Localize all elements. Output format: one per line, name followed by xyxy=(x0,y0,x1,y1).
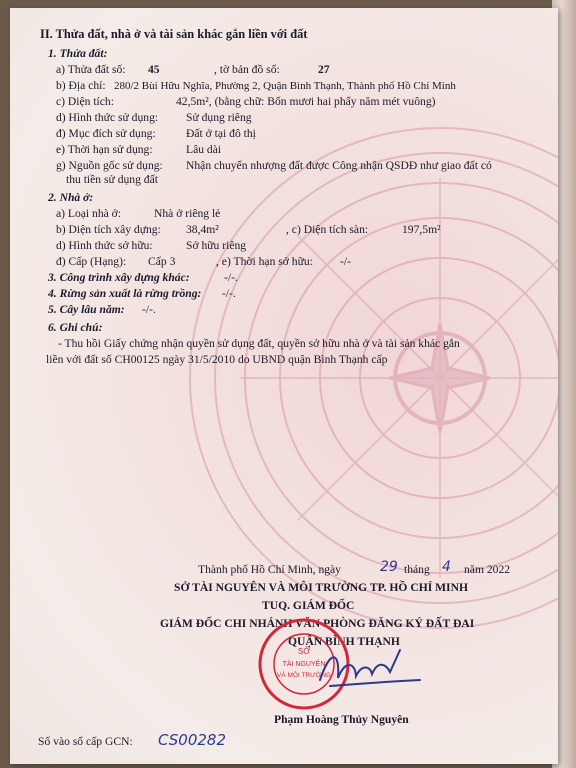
term-label: e) Thời hạn sử dụng: xyxy=(56,143,153,156)
house-heading: 2. Nhà ở: xyxy=(48,191,94,204)
handwritten-signature xyxy=(310,640,430,700)
date-year: năm 2022 xyxy=(464,563,511,576)
section-title: II. Thửa đất, nhà ở và tài sản khác gắn liền với đất xyxy=(40,27,308,41)
area-value: 42,5m², (bằng chữ: Bốn mươi hai phẩy năm mét vuông) xyxy=(176,95,436,108)
seal-text-1: SỞ xyxy=(297,647,311,656)
origin-value-line2: thu tiền sử dụng đất xyxy=(66,173,158,186)
floor-area-value: 197,5m² xyxy=(402,223,441,236)
signer-title-line2: QUẬN BÌNH THẠNH xyxy=(288,635,400,648)
notes-line1: - Thu hồi Giấy chứng nhận quyền sử dụng đất, quyền sở hữu nhà ở và tài sản khác gắn xyxy=(58,337,460,350)
use-form-label: d) Hình thức sử dụng: xyxy=(56,111,159,124)
own-form-label: d) Hình thức sở hữu: xyxy=(56,239,153,252)
registry-number: CS00282 xyxy=(158,731,226,749)
address-value: 280/2 Bùi Hữu Nghĩa, Phường 2, Quận Bình Thạnh, Thành phố Hồ Chí Minh xyxy=(114,80,456,92)
grade-label: đ) Cấp (Hạng): xyxy=(56,255,127,268)
build-area-label: b) Diện tích xây dựng: xyxy=(56,223,161,236)
own-term-value: -/- xyxy=(340,255,351,268)
forest-label: 4. Rừng sản xuất là rừng trồng: xyxy=(48,287,202,300)
origin-value-line1: Nhận chuyển nhượng đất được Công nhận QSDĐ như giao đất có xyxy=(186,159,492,172)
land-heading: 1. Thửa đất: xyxy=(48,47,108,60)
seal-text-3: VÀ MÔI TRƯỜNG xyxy=(277,672,331,679)
date-day: 29 xyxy=(380,559,398,575)
map-sheet-number: 27 xyxy=(318,63,330,76)
signer-name: Phạm Hoàng Thủy Nguyên xyxy=(274,713,409,726)
other-works-value: -/-. xyxy=(224,271,238,284)
build-area-value: 38,4m² xyxy=(186,223,219,236)
floor-area-label: , c) Diện tích sàn: xyxy=(286,223,369,236)
house-type-label: a) Loại nhà ở: xyxy=(56,207,122,220)
parcel-label: a) Thửa đất số: xyxy=(56,63,126,76)
date-month: 4 xyxy=(442,559,451,575)
notes-heading: 6. Ghi chú: xyxy=(48,321,103,334)
grade-value: Cấp 3 xyxy=(148,255,176,268)
term-value: Lâu dài xyxy=(186,143,222,156)
drum-emblem-watermark xyxy=(180,118,558,638)
notes-line2: liền với đất số CH00125 ngày 31/5/2010 do UBND quận Bình Thạnh cấp xyxy=(46,353,388,366)
authorization-line: TUQ. GIÁM ĐỐC xyxy=(262,599,355,612)
purpose-value: Đất ở tại đô thị xyxy=(186,127,256,140)
purpose-label: đ) Mục đích sử dụng: xyxy=(56,127,156,140)
use-form-value: Sử dụng riêng xyxy=(186,111,252,124)
perennial-label: 5. Cây lâu năm: xyxy=(48,303,125,316)
month-label: tháng xyxy=(404,563,430,576)
forest-value: -/-. xyxy=(222,287,236,300)
house-type-value: Nhà ở riêng lẻ xyxy=(154,207,221,220)
other-works-label: 3. Công trình xây dựng khác: xyxy=(48,271,190,284)
place-date-prefix: Thành phố Hồ Chí Minh, ngày xyxy=(198,563,341,576)
signer-title-line1: GIÁM ĐỐC CHI NHÁNH VĂN PHÒNG ĐĂNG KÝ ĐẤT ĐAI xyxy=(160,617,475,630)
map-sheet-label: , tờ bản đồ số: xyxy=(214,63,280,76)
area-label: c) Diện tích: xyxy=(56,95,114,108)
registry-label: Số vào sổ cấp GCN: xyxy=(38,735,133,748)
certificate-page xyxy=(10,8,558,764)
address-label: b) Địa chỉ: xyxy=(56,79,106,92)
issuing-org: SỞ TÀI NGUYÊN VÀ MÔI TRƯỜNG TP. HỒ CHÍ MINH xyxy=(174,581,468,594)
own-form-value: Sở hữu riêng xyxy=(186,239,247,252)
perennial-value: -/-. xyxy=(142,303,156,316)
parcel-number: 45 xyxy=(148,63,160,76)
own-term-label: , e) Thời hạn sở hữu: xyxy=(216,255,313,268)
origin-label: g) Nguồn gốc sử dụng: xyxy=(56,159,163,172)
seal-text-2: TÀI NGUYÊN xyxy=(282,661,326,668)
